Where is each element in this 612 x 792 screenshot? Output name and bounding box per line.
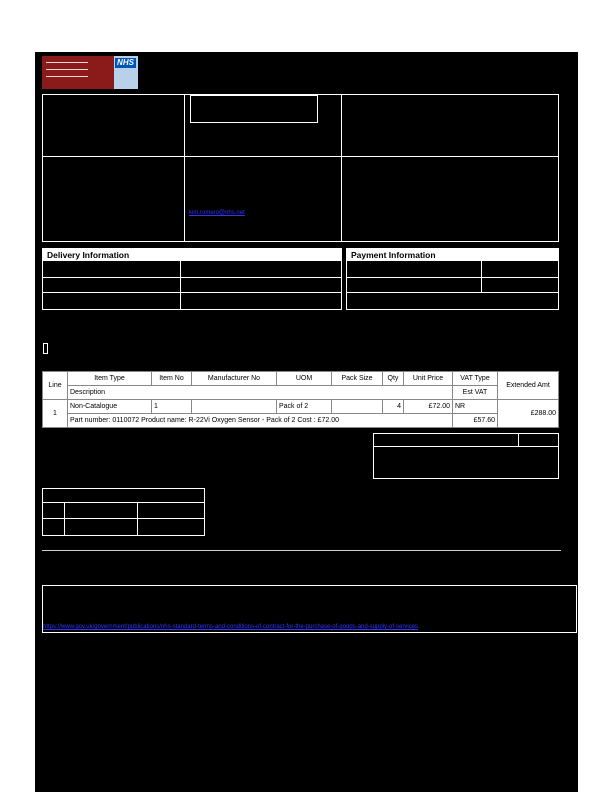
col-item-type: Item Type [68, 372, 152, 386]
cell-uom: Pack of 2 [277, 400, 332, 414]
approval-table [42, 488, 205, 536]
col-extended-amt: Extended Amt [498, 372, 559, 400]
logo-red-panel [42, 56, 114, 89]
col-pack-size: Pack Size [332, 372, 383, 386]
header-grid-divider [184, 94, 185, 242]
header-grid-divider [42, 156, 559, 157]
section-marker [43, 343, 48, 354]
cell-qty: 4 [383, 400, 404, 414]
col-vat-type: VAT Type [453, 372, 498, 386]
payment-info-title: Payment Information [347, 249, 558, 261]
header-grid-divider [341, 94, 342, 242]
col-est-vat: Est VAT [453, 386, 498, 400]
cell-vat-type: NR [453, 400, 498, 414]
table-header-row [43, 386, 559, 400]
top-margin [0, 0, 612, 52]
terms-conditions-link[interactable]: https://www.gov.uk/government/publications/nhs-standard-terms-and-conditions-of-contract-for-the-purchase-of-goods-and-supply-of-services [43, 624, 419, 630]
table-row [43, 400, 559, 414]
divider [42, 550, 561, 551]
cell-item-no: 1 [152, 400, 192, 414]
cell-item-type: Non-Catalogue [68, 400, 152, 414]
col-qty: Qty [383, 372, 404, 386]
payment-info-panel [346, 248, 559, 310]
cell-description: Part number: 0110072 Product name: R-22Vi Oxygen Sensor - Pack of 2 Cost : £72.00 [68, 414, 453, 428]
cell-extended-amt: £288.00 [498, 400, 559, 428]
order-lines-table [42, 371, 559, 428]
organisation-logo [42, 56, 138, 89]
delivery-info-title: Delivery Information [43, 249, 341, 261]
cell-est-vat: £57.60 [453, 414, 498, 428]
delivery-info-panel [42, 248, 342, 310]
order-totals-box [373, 433, 559, 479]
cell-manufacturer-no [192, 400, 277, 414]
cell-unit-price: £72.00 [404, 400, 453, 414]
contact-email-link[interactable]: kim.romero@nhs.net [189, 210, 245, 216]
col-line: Line [43, 372, 68, 400]
nhs-logo: NHS [115, 58, 136, 68]
cell-line: 1 [43, 400, 68, 428]
col-manufacturer-no: Manufacturer No [192, 372, 277, 386]
cell-pack-size [332, 400, 383, 414]
col-item-no: Item No [152, 372, 192, 386]
col-description: Description [68, 386, 453, 400]
col-unit-price: Unit Price [404, 372, 453, 386]
col-uom: UOM [277, 372, 332, 386]
table-row [43, 414, 559, 428]
purchase-order-title-box [190, 95, 318, 123]
table-header-row [43, 372, 559, 386]
